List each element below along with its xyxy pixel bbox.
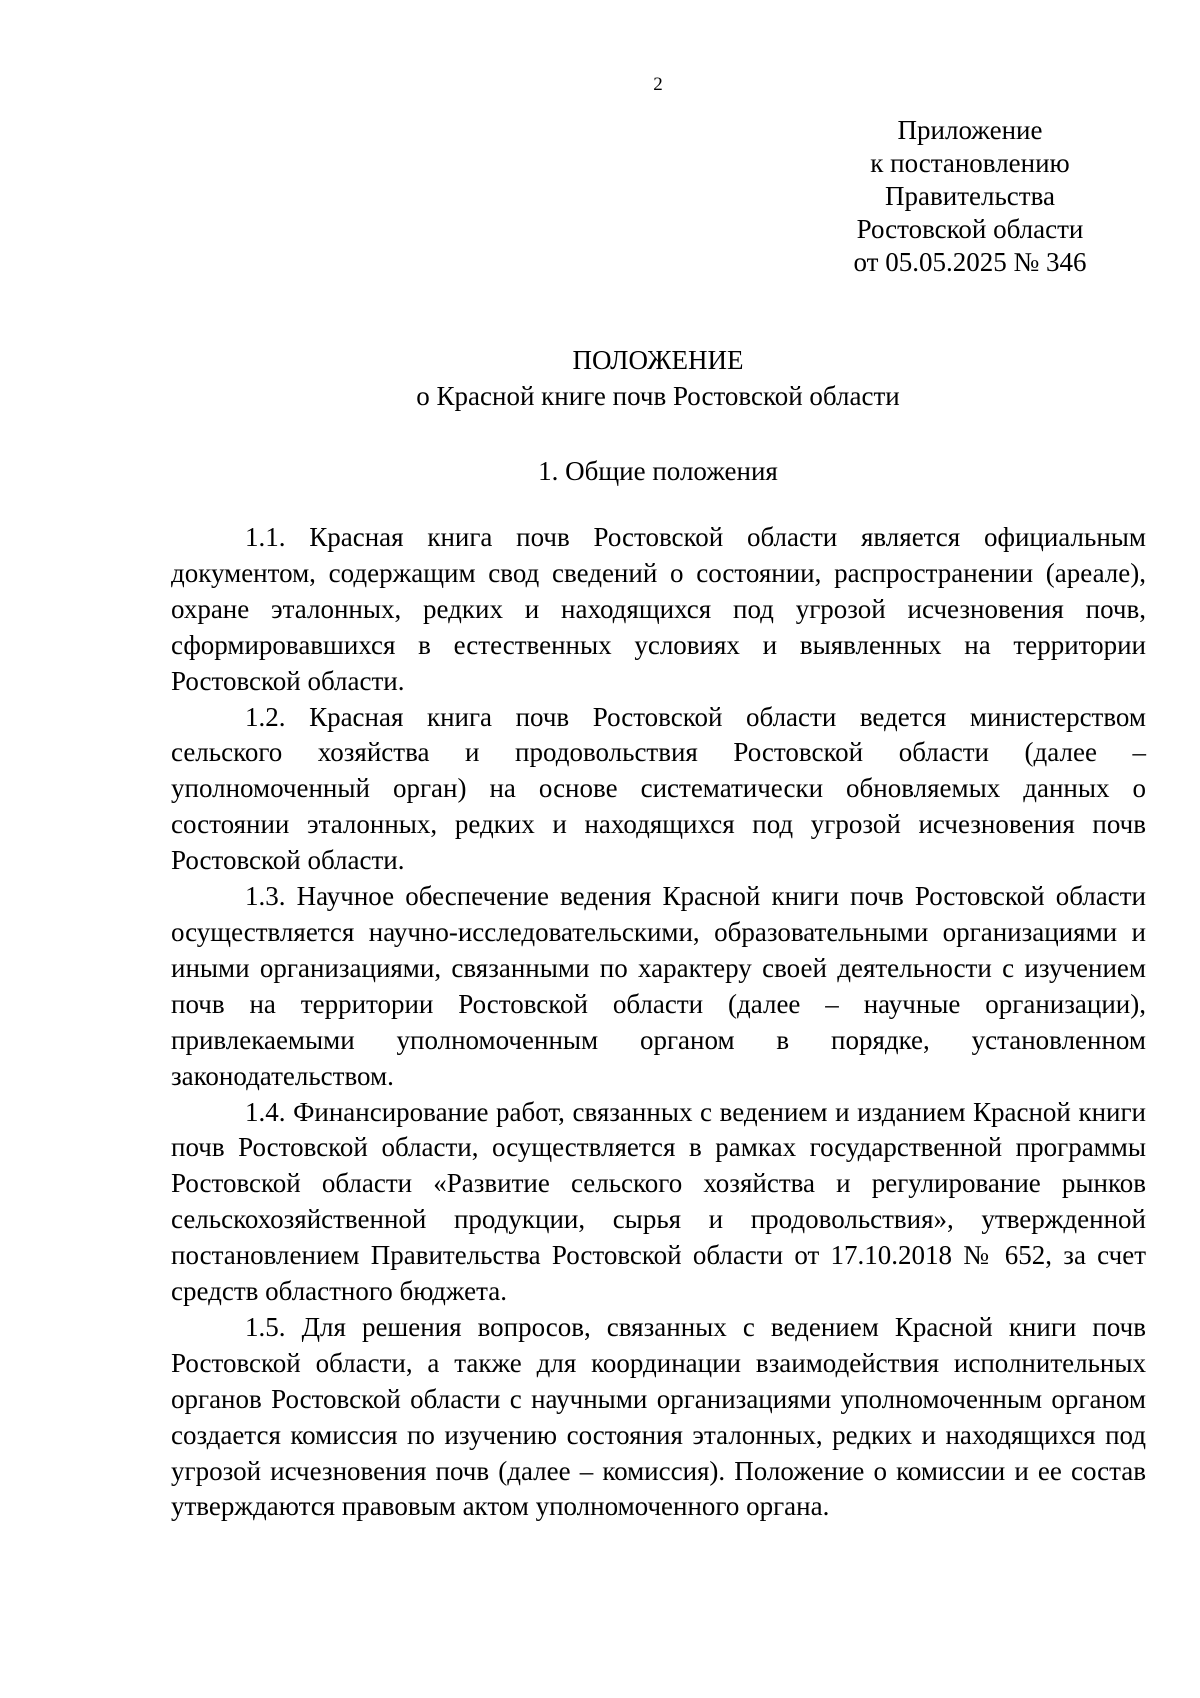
document-body	[171, 520, 1146, 1525]
section-heading: 1. Общие положения	[538, 456, 778, 486]
paragraph-1-3: 1.3. Научное обеспечение ведения Красной книги почв Ростовской области осуществляется научно-исследовательскими, образовательными организациями и иными организациями, связанными по характеру своей деятельности с изучением почв на территории Ростовской области (далее – научные организации), привлекаемыми уполномоченным органом в порядке, установленном законодательством.	[171, 881, 1146, 1091]
paragraph-1-1: 1.1. Красная книга почв Ростовской области является официальным документом, содержащим свод сведений о состоянии, распространении (ареале), охране эталонных, редких и находящихся под угрозой исчезновения почв, сформировавшихся в естественных условиях и выявленных на территории Ростовской области.	[171, 522, 1146, 696]
appendix-block	[820, 114, 1120, 279]
document-title: ПОЛОЖЕНИЕ	[572, 345, 744, 375]
appendix-line: Ростовской области	[856, 214, 1084, 244]
appendix-line: Правительства	[885, 181, 1055, 211]
paragraph-1-4: 1.4. Финансирование работ, связанных с ведением и изданием Красной книги почв Ростовской области, осуществляется в рамках государственной программы Ростовской области «Развитие сельского хозяйства и регулирование рынков сельскохозяйственной продукции, сырья и продовольствия», утвержденной постановлением Правительства Ростовской области от 17.10.2018 № 652, за счет средств областного бюджета.	[171, 1096, 1146, 1307]
document-subtitle: о Красной книге почв Ростовской области	[416, 381, 900, 411]
paragraph-1-2: 1.2. Красная книга почв Ростовской области ведется министерством сельского хозяйства и продовольствия Ростовской области (далее – уполномоченный орган) на основе систематически обновляемых данных о состоянии эталонных, редких и находящихся под угрозой исчезновения почв Ростовской области.	[171, 701, 1146, 876]
page-number: 2	[653, 74, 663, 95]
appendix-line: Приложение	[897, 115, 1043, 145]
appendix-line: к постановлению	[870, 148, 1070, 178]
appendix-line: от 05.05.2025 № 346	[853, 247, 1087, 277]
paragraph-1-5: 1.5. Для решения вопросов, связанных с ведением Красной книги почв Ростовской области, а также для координации взаимодействия исполнительных органов Ростовской области с научными организациями уполномоченным органом создается комиссия по изучению состояния эталонных, редких и находящихся под угрозой исчезновения почв (далее – комиссия). Положение о комиссии и ее состав утверждаются правовым актом уполномоченного органа.	[171, 1311, 1146, 1522]
